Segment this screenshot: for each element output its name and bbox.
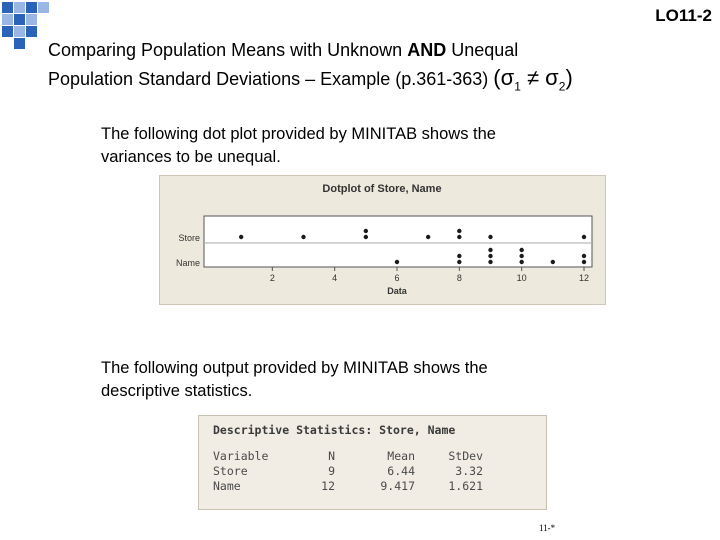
deco-square [26,2,37,13]
x-tick-label: 2 [269,273,275,283]
data-point [239,235,243,239]
deco-square [2,14,13,25]
series-label: Name [175,258,200,268]
data-point [457,229,461,233]
dotplot-intro-text: The following dot plot provided by MINITAB shows the variances to be unequal. [101,125,496,166]
deco-square [26,26,37,37]
descriptive-statistics-output [198,415,547,510]
x-tick-label: 12 [578,273,590,283]
deco-square [14,26,25,37]
learning-objective-code: LO11-2 [655,6,712,25]
data-point [395,260,399,264]
data-point [488,248,492,252]
stats-cell: 12 [321,479,335,493]
data-point [582,260,586,264]
series-label: Store [178,233,200,243]
data-point [457,235,461,239]
stats-cell: 1.621 [448,479,483,493]
data-point [519,248,523,252]
deco-square [14,38,25,49]
data-point [582,254,586,258]
deco-square [38,2,49,13]
stats-cell: Store [213,464,248,478]
data-point [457,254,461,258]
chart-title: Dotplot of Store, Name [322,183,442,195]
stats-header: Descriptive Statistics: Store, Name [213,423,456,437]
data-point [488,260,492,264]
stats-intro-text: The following output provided by MINITAB shows the descriptive statistics. [101,359,488,400]
x-tick-label: 8 [456,273,462,283]
x-axis-label: Data [387,286,407,296]
stats-cell: 9.417 [380,479,415,493]
data-point [519,260,523,264]
plot-area [204,216,592,267]
data-point [488,235,492,239]
dotplot-chart [160,176,605,304]
slide-number: 11-* [539,523,556,533]
stats-column-header: Variable [213,449,269,463]
deco-square [2,26,13,37]
data-point [457,260,461,264]
stats-cell: 6.44 [387,464,415,478]
data-point [364,235,368,239]
stats-column-header: N [328,449,335,463]
deco-square [14,14,25,25]
x-tick-label: 10 [516,273,527,283]
data-point [551,260,555,264]
data-point [582,235,586,239]
data-point [519,254,523,258]
x-tick-label: 6 [394,273,400,283]
data-point [426,235,430,239]
deco-square [26,14,37,25]
stats-cell: Name [213,479,241,493]
x-tick-label: 4 [332,273,338,283]
stats-column-header: Mean [387,449,415,463]
stats-column-header: StDev [448,449,483,463]
dotplot-figure [159,175,606,305]
data-point [488,254,492,258]
stats-cell: 3.32 [455,464,483,478]
stats-cell: 9 [328,464,335,478]
data-point [301,235,305,239]
data-point [364,229,368,233]
deco-square [2,2,13,13]
slide-title: Comparing Population Means with Unknown AND Unequal Population Standard Deviations – Example (p.361-363) $(\sigma_1 \ne \sigma_2)$ [48,40,573,94]
deco-square [14,2,25,13]
